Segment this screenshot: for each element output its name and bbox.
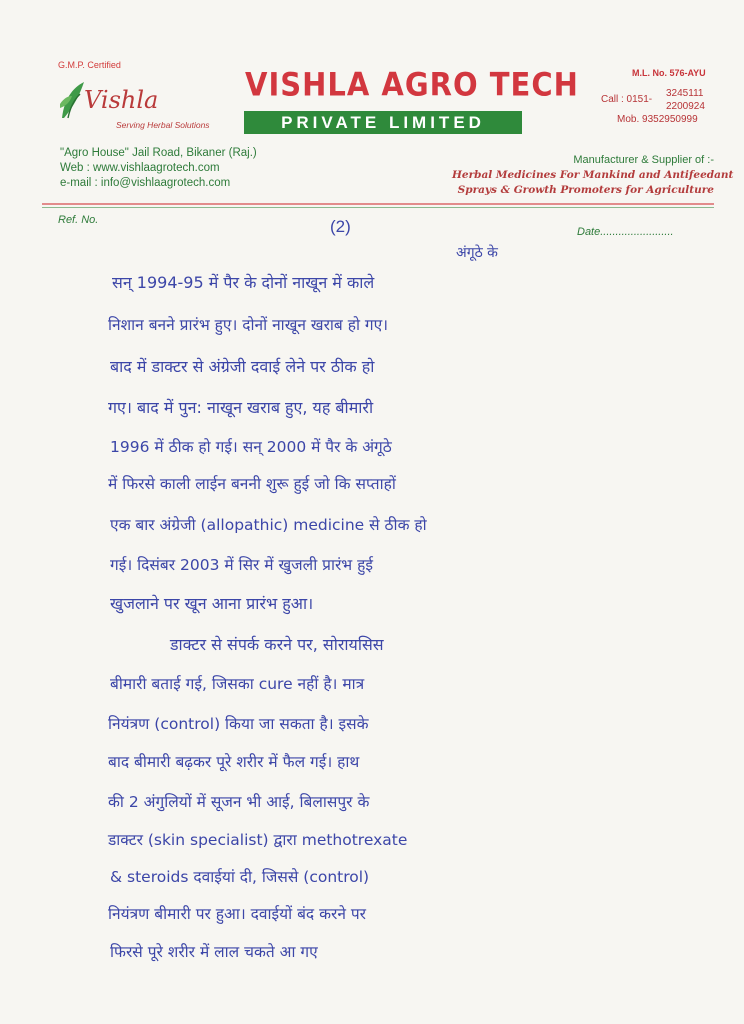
company-name: VISHLA AGRO TECH <box>245 66 579 104</box>
handwritten-line: खुजलाने पर खून आना प्रारंभ हुआ। <box>110 594 314 613</box>
handwritten-line: बीमारी बताई गई, जिसका cure नहीं है। मात्र <box>110 675 365 693</box>
handwritten-line: नियंत्रण बीमारी पर हुआ। दवाईयों बंद करने पर <box>108 905 366 923</box>
gmp-certification: G.M.P. Certified <box>58 60 121 70</box>
handwritten-line: डाक्टर से संपर्क करने पर, सोरायसिस <box>170 635 384 654</box>
handwritten-line: & steroids दवाईयां दी, जिससे (control) <box>110 868 370 886</box>
handwritten-line: 1996 में ठीक हो गई। सन् 2000 में पैर के अंगूठे <box>110 438 392 456</box>
header-divider-red <box>42 203 714 205</box>
website-line: Web : www.vishlaagrotech.com <box>60 162 220 174</box>
page-number: (2) <box>330 217 351 236</box>
call-number-1: 3245111 <box>666 88 704 99</box>
handwritten-line: में फिरसे काली लाईन बननी शुरू हुई जो कि सप्ताहों <box>108 475 396 493</box>
email-line: e-mail : info@vishlaagrotech.com <box>60 177 231 189</box>
call-number-2: 2200924 <box>666 101 705 112</box>
mobile-number: Mob. 9352950999 <box>617 114 698 125</box>
postal-address: "Agro House" Jail Road, Bikaner (Raj.) <box>60 147 257 159</box>
handwritten-line: सन् 1994-95 में पैर के दोनों नाखून में काले <box>112 273 375 292</box>
manufacturer-line-2: Sprays & Growth Promoters for Agriculture <box>457 184 714 196</box>
logo-text: Vishla <box>84 86 159 114</box>
handwritten-line: गई। दिसंबर 2003 में सिर में खुजली प्रारंभ हुई <box>110 556 373 574</box>
handwritten-line: फिरसे पूरे शरीर में लाल चकते आ गए <box>110 943 318 961</box>
handwritten-line: डाक्टर (skin specialist) द्वारा methotrexate <box>108 831 408 849</box>
handwritten-line: बाद में डाक्टर से अंग्रेजी दवाई लेने पर ठीक हो <box>110 357 375 376</box>
handwritten-line: एक बार अंग्रेजी (allopathic) medicine से ठीक हो <box>110 516 427 534</box>
manufacturer-line-1: Herbal Medicines For Mankind and Antifeedant <box>452 169 734 181</box>
company-suffix-banner: PRIVATE LIMITED <box>244 111 522 134</box>
handwritten-line: बाद बीमारी बढ़कर पूरे शरीर में फैल गई। हाथ <box>108 753 360 771</box>
logo-tagline: Serving Herbal Solutions <box>116 120 210 130</box>
vishla-logo <box>56 74 226 134</box>
handwritten-line: की 2 अंगुलियों में सूजन भी आई, बिलासपुर के <box>108 793 370 811</box>
ref-number-label: Ref. No. <box>58 214 99 226</box>
handwritten-line: नियंत्रण (control) किया जा सकता है। इसके <box>108 715 369 733</box>
handwritten-line: गए। बाद में पुन: नाखून खराब हुए, यह बीमारी <box>108 398 374 417</box>
handwritten-line: अंगूठे के <box>456 245 498 261</box>
call-label: Call : 0151- <box>601 94 653 105</box>
handwritten-line: निशान बनने प्रारंभ हुए। दोनों नाखून खराब हो गए। <box>108 316 389 334</box>
manufacturer-block <box>452 153 734 198</box>
header-divider-green <box>42 207 714 208</box>
manufacturer-label: Manufacturer & Supplier of :- <box>573 154 714 166</box>
address-block <box>60 146 257 191</box>
license-number: M.L. No. 576-AYU <box>632 68 706 78</box>
date-label: Date........................ <box>577 226 674 238</box>
